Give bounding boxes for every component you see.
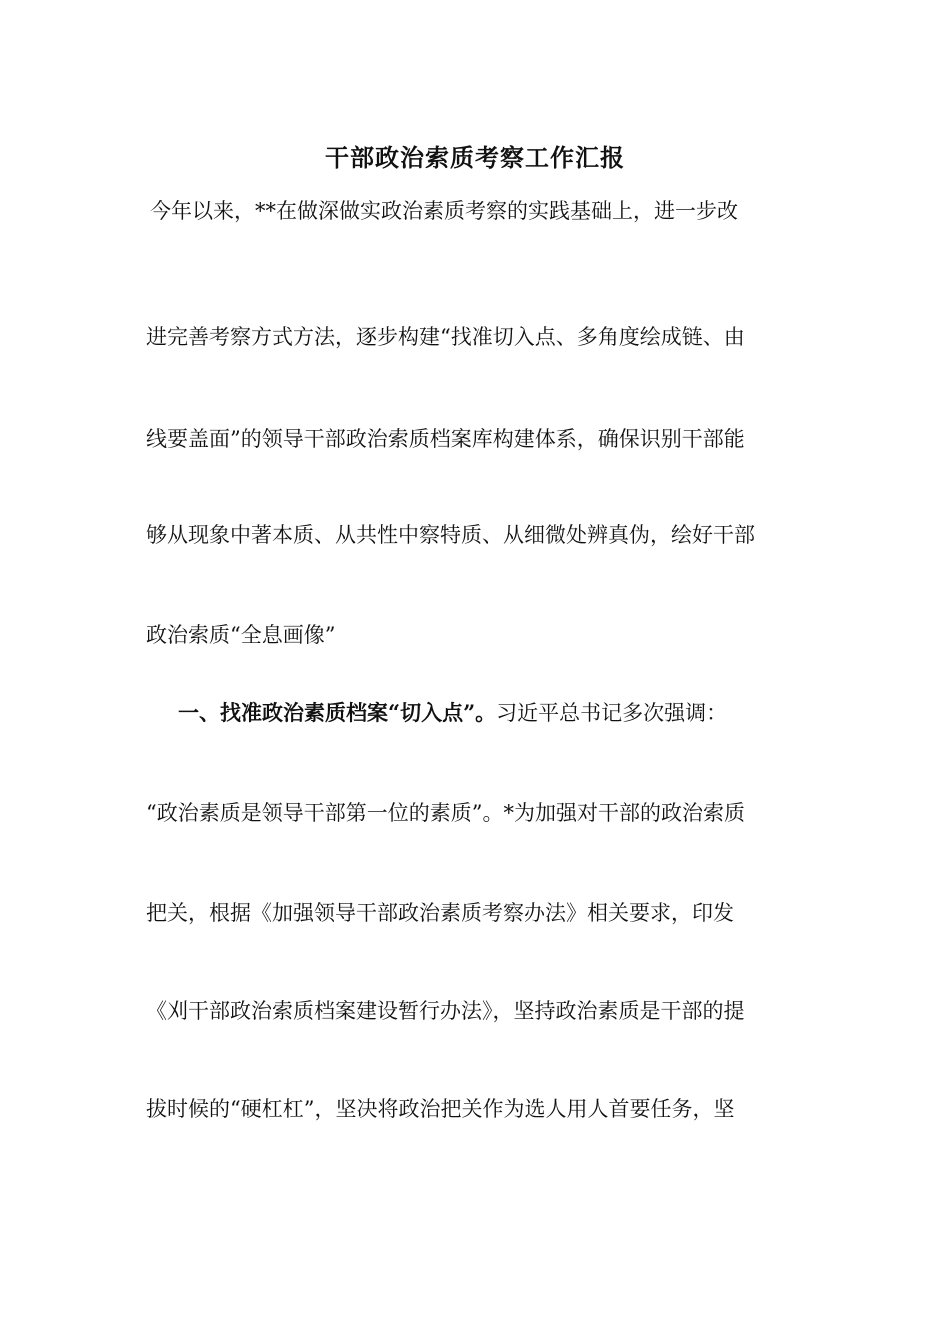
- paragraph-line: 拔时候的“硬杠杠”，坚决将政治把关作为选人用人首要任务，坚: [146, 1097, 735, 1121]
- section-heading-line: [146, 698, 858, 728]
- paragraph-line: 把关，根据《加强领导干部政治素质考察办法》相关要求，印发: [146, 901, 734, 925]
- paragraph-line: 《刈干部政治索质档案建设暂行办法》，坚持政治素质是干部的提: [146, 999, 745, 1023]
- section-heading: 一、找准政治素质档案“切入点”。: [178, 700, 497, 725]
- section-heading-tail: 习近平总书记多次强调：: [496, 701, 728, 725]
- document-title: 干部政治索质考察工作汇报: [325, 143, 625, 172]
- paragraph-line: 进完善考察方式方法，逐步构建“找准切入点、多角度绘成链、由: [146, 325, 745, 349]
- paragraph-line: “政治素质是领导干部第一位的素质”。*为加强对干部的政治索质: [146, 801, 745, 825]
- paragraph-line: 够从现象中著本质、从共性中察特质、从细微处辨真伪，绘好干部: [146, 523, 755, 547]
- paragraph-line: 线要盖面”的领导干部政治索质档案库构建体系，确保识别干部能: [146, 427, 745, 451]
- paragraph-line: 今年以来，**在做深做实政治素质考察的实践基础上，进一步改: [150, 199, 738, 223]
- paragraph-line: 政治索质“全息画像”: [146, 623, 336, 647]
